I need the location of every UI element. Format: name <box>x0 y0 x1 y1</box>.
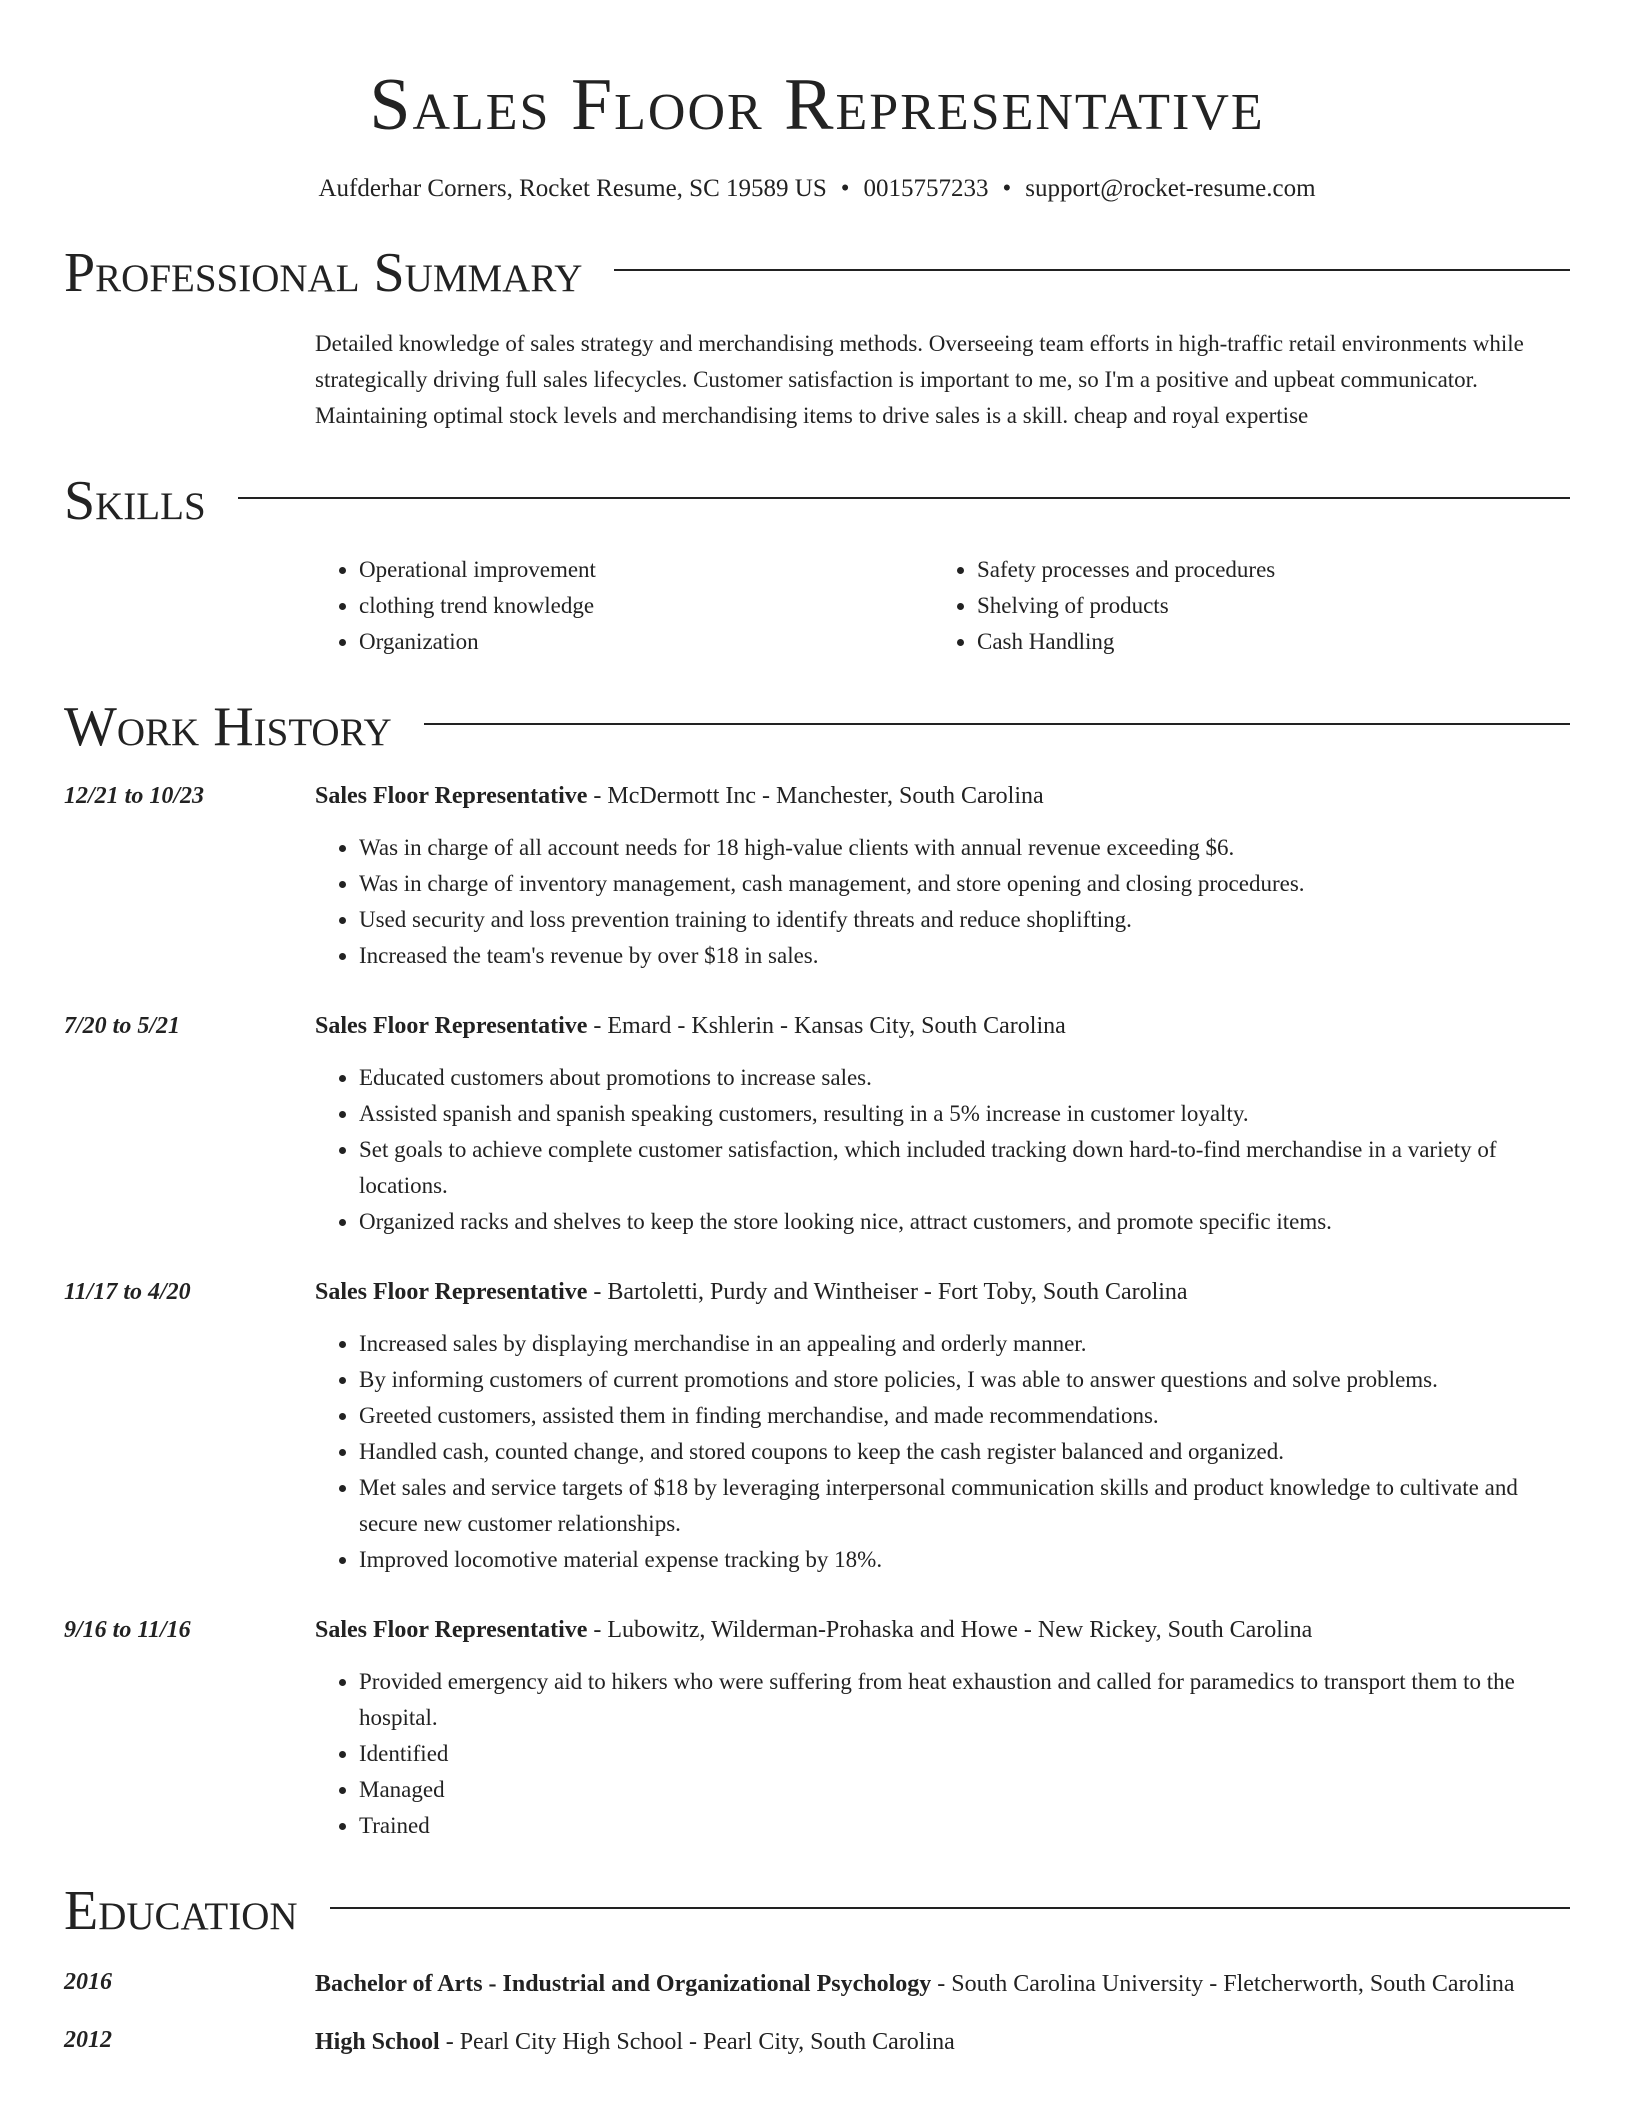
section-divider <box>238 497 1570 499</box>
job-bullet: • Educated customers about promotions to increase sales. <box>359 1060 1570 1096</box>
skills-column-right <box>933 552 1551 660</box>
job-bullet: • Used security and loss prevention training to identify threats and reduce shoplifting. <box>359 902 1570 938</box>
skills-column-left <box>315 552 933 660</box>
education-school: - South Carolina University - Fletcherworth, South Carolina <box>931 1971 1515 1997</box>
job-bullet: • Assisted spanish and spanish speaking customers, resulting in a 5% increase in customer loyalty. <box>359 1096 1570 1132</box>
job-bullets <box>315 830 1570 974</box>
skills-section-title: Skills <box>64 470 206 532</box>
education-degree: High School <box>315 2029 440 2055</box>
job-entry <box>64 1008 1570 1258</box>
job-employer: - Lubowitz, Wilderman-Prohaska and Howe - New Rickey, South Carolina <box>587 1617 1313 1643</box>
skills-section-header <box>64 470 1570 532</box>
job-bullet: • By informing customers of current promotions and store policies, I was able to answer questions and solve problems. <box>359 1362 1570 1398</box>
job-role: Sales Floor Representative <box>315 1013 588 1039</box>
job-bullet: • Greeted customers, assisted them in finding merchandise, and made recommendations. <box>359 1398 1570 1434</box>
job-bullet: • Increased the team's revenue by over $18 in sales. <box>359 938 1570 974</box>
section-divider <box>330 1907 1570 1909</box>
job-title-line <box>315 1008 1570 1044</box>
job-bullet: • Was in charge of inventory management, cash management, and store opening and closing procedures. <box>359 866 1570 902</box>
work-section-title: Work History <box>64 696 392 758</box>
skills-list <box>315 552 1570 660</box>
skill-item: • Organization <box>359 624 933 660</box>
contact-line <box>64 172 1570 206</box>
work-section-header <box>64 696 1570 758</box>
education-section-title: Education <box>64 1880 298 1942</box>
contact-phone: 0015757233 <box>863 175 989 202</box>
job-entry <box>64 1274 1570 1596</box>
job-role: Sales Floor Representative <box>315 783 588 809</box>
education-details <box>315 1964 1570 2004</box>
candidate-name: Sales Floor Representative <box>369 64 1265 146</box>
section-divider <box>614 269 1570 271</box>
job-role: Sales Floor Representative <box>315 1617 588 1643</box>
education-degree: Bachelor of Arts - Industrial and Organizational Psychology <box>315 1971 932 1997</box>
contact-separator: • <box>1002 175 1012 202</box>
job-bullet: • Trained <box>359 1808 1570 1844</box>
job-dates: 12/21 to 10/23 <box>64 783 205 809</box>
job-employer: - Bartoletti, Purdy and Wintheiser - Fort Toby, South Carolina <box>587 1279 1188 1305</box>
education-details <box>315 2022 1570 2062</box>
contact-separator: • <box>840 175 850 202</box>
job-dates: 7/20 to 5/21 <box>64 1013 181 1039</box>
education-section-header <box>64 1880 1570 1942</box>
skill-item: • Shelving of products <box>977 588 1551 624</box>
job-employer: - Emard - Kshlerin - Kansas City, South Carolina <box>587 1013 1066 1039</box>
job-bullet: • Provided emergency aid to hikers who were suffering from heat exhaustion and called for paramedics to transport them to the hospital. <box>359 1664 1570 1736</box>
contact-email: support@rocket-resume.com <box>1025 175 1316 202</box>
job-bullet: • Set goals to achieve complete customer satisfaction, which included tracking down hard-to-find merchandise in a variety of locations. <box>359 1132 1570 1204</box>
skill-item: • Safety processes and procedures <box>977 552 1551 588</box>
skill-item: • clothing trend knowledge <box>359 588 933 624</box>
skill-item: • Operational improvement <box>359 552 933 588</box>
job-bullet: • Increased sales by displaying merchandise in an appealing and orderly manner. <box>359 1326 1570 1362</box>
education-year: 2012 <box>64 2027 112 2053</box>
job-title-line <box>315 1612 1570 1648</box>
job-employer: - McDermott Inc - Manchester, South Carolina <box>587 783 1044 809</box>
contact-address: Aufderhar Corners, Rocket Resume, SC 19589 US <box>318 175 827 202</box>
education-entry <box>64 1964 1570 2004</box>
job-bullet: • Identified <box>359 1736 1570 1772</box>
job-dates: 9/16 to 11/16 <box>64 1617 191 1643</box>
job-title-line <box>315 778 1570 814</box>
skill-item: • Cash Handling <box>977 624 1551 660</box>
education-school: - Pearl City High School - Pearl City, South Carolina <box>439 2029 955 2055</box>
job-bullet: • Improved locomotive material expense tracking by 18%. <box>359 1542 1570 1578</box>
job-title-line <box>315 1274 1570 1310</box>
section-divider <box>424 723 1570 725</box>
job-bullets <box>315 1664 1570 1844</box>
summary-text: Detailed knowledge of sales strategy and merchandising methods. Overseeing team efforts in high-traffic retail environments while strategically driving full sales lifecycles. Customer satisfaction is important to me, so I'm a positive and upbeat communicator. Maintaining optimal stock levels and merchandising items to drive sales is a skill. cheap and royal expertise <box>315 331 1524 428</box>
job-entry <box>64 1612 1570 1844</box>
job-role: Sales Floor Representative <box>315 1279 588 1305</box>
job-entry <box>64 778 1570 992</box>
job-bullet: • Was in charge of all account needs for 18 high-value clients with annual revenue exceeding $6. <box>359 830 1570 866</box>
job-dates: 11/17 to 4/20 <box>64 1279 191 1305</box>
job-bullets <box>315 1326 1570 1578</box>
job-bullet: • Organized racks and shelves to keep the store looking nice, attract customers, and promote specific items. <box>359 1204 1570 1240</box>
job-bullets <box>315 1060 1570 1240</box>
summary-section-header <box>64 242 1570 304</box>
education-entry <box>64 2022 1570 2062</box>
education-year: 2016 <box>64 1969 112 1995</box>
job-bullet: • Handled cash, counted change, and stored coupons to keep the cash register balanced and organized. <box>359 1434 1570 1470</box>
summary-section-title: Professional Summary <box>64 242 583 304</box>
job-bullet: • Met sales and service targets of $18 by leveraging interpersonal communication skills and product knowledge to cultivate and secure new customer relationships. <box>359 1470 1570 1542</box>
job-bullet: • Managed <box>359 1772 1570 1808</box>
